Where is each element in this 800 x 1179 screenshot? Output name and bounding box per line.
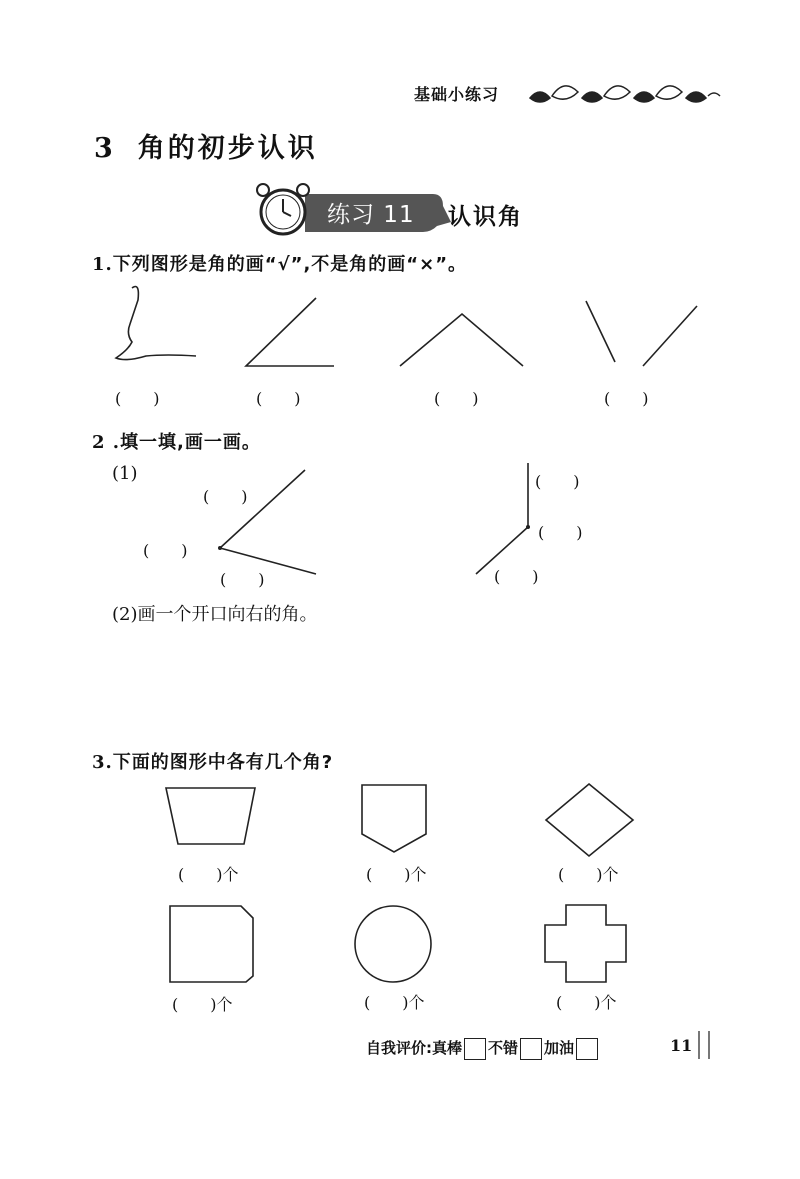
question-2 [92,428,261,454]
eval-label: 自我评价: [366,1039,432,1057]
q3-cut-square [170,906,253,982]
q2-blank-5[interactable]: ( ) [538,523,583,542]
rating-try-label: 加油 [544,1039,575,1057]
rating-try-checkbox[interactable] [576,1038,598,1060]
page-number: 11 [670,1036,693,1055]
q3-cross [545,905,626,982]
question-3 [92,748,333,774]
q1-answer-1[interactable]: ( ) [115,389,160,408]
banner-topic: 认识角 [448,204,523,230]
q3-trapezoid [166,788,255,844]
q1-answer-3[interactable]: ( ) [434,389,479,408]
question-3-text: 下面的图形中各有几个角? [112,752,334,773]
question-1-number: 1. [92,254,113,275]
q2-blank-2[interactable]: ( ) [143,541,188,560]
question-2-number: 2 . [92,432,121,453]
section-title-text: 角的初步认识 [137,133,318,164]
rating-good-checkbox[interactable] [520,1038,542,1060]
q1-figure-angle [246,298,334,366]
q1-figure-roof [400,314,523,366]
q2-blank-6[interactable]: ( ) [494,567,539,586]
q3-answer-trapezoid[interactable]: ( )个 [178,865,239,884]
q2-blank-1[interactable]: ( ) [203,487,248,506]
rating-great-label: 真棒 [432,1039,463,1057]
q2-blank-4[interactable]: ( ) [535,472,580,491]
q2-part1-label: (1) [112,463,138,484]
page-bar-1 [698,1031,700,1059]
question-1-text: 下列图形是角的画“√”,不是角的画“×”。 [112,254,468,275]
q3-pentagon [362,785,426,852]
q1-answer-4[interactable]: ( ) [604,389,649,408]
q2-blank-3[interactable]: ( ) [220,570,265,589]
q3-answer-pentagon[interactable]: ( )个 [366,865,427,884]
q2-part2-text: (2)画一个开口向右的角。 [112,604,318,625]
q3-rhombus [546,784,633,856]
q1-figure-open-lines-right [643,306,697,366]
q1-answer-2[interactable]: ( ) [256,389,301,408]
question-3-number: 3. [92,752,113,773]
q3-answer-cross[interactable]: ( )个 [556,993,617,1012]
q2-vertex-2 [526,525,530,529]
page-bar-2 [708,1031,710,1059]
section-number: 3 [94,133,116,164]
q2-vertex-1 [218,546,222,550]
q2-angle-2 [476,463,528,574]
rating-great-checkbox[interactable] [464,1038,486,1060]
q3-answer-circle[interactable]: ( )个 [364,993,425,1012]
q3-circle [355,906,431,982]
banner-label: 练习 11 [327,202,415,228]
header-label: 基础小练习 [414,85,500,104]
question-2-text: 填一填,画一画。 [120,432,261,453]
self-evaluation [366,1037,600,1060]
rating-good-label: 不错 [488,1039,519,1057]
q1-figure-open-lines-left [586,301,615,362]
q3-answer-rhombus[interactable]: ( )个 [558,865,619,884]
q1-figure-curve [116,287,196,360]
q3-answer-cut-square[interactable]: ( )个 [172,995,233,1014]
